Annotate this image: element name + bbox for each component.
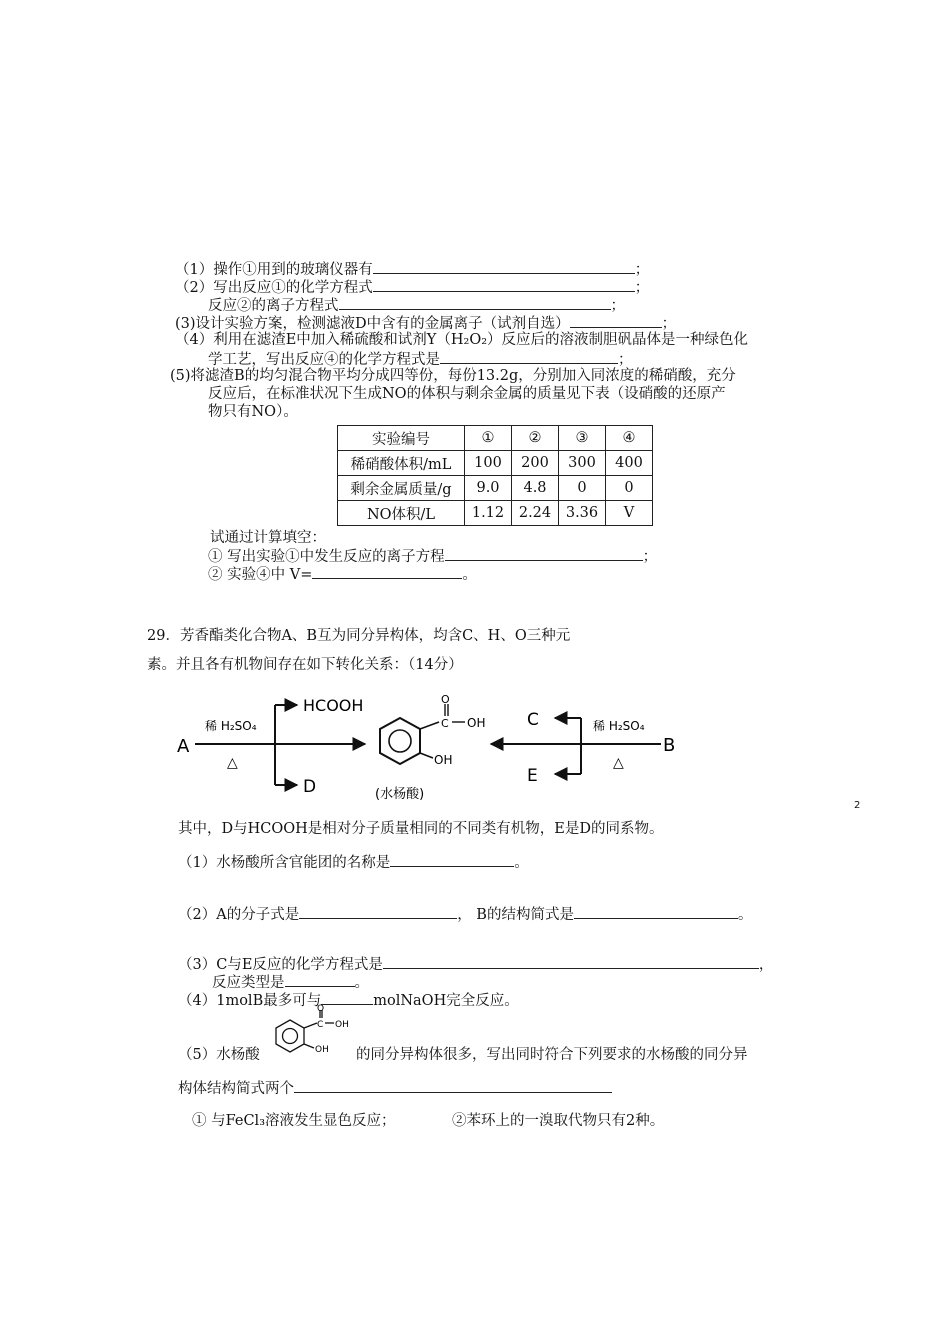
page-number: 2 — [854, 800, 861, 811]
condition-2: ②苯环上的一溴取代物只有2种。 — [452, 1113, 665, 1129]
table-cell: 剩余金属质量/g — [338, 476, 465, 501]
table-cell: ① — [465, 426, 512, 451]
cooh-c: C — [441, 717, 449, 730]
table-cell: V — [606, 501, 653, 526]
q29-sub1: （1）水杨酸所含官能团的名称是 。 — [178, 852, 529, 872]
table-cell: 300 — [559, 451, 606, 476]
q29-sub4: （4）1molB最多可与 molNaOH完全反应。 — [178, 990, 519, 1010]
table-cell: ③ — [559, 426, 606, 451]
q29-sub2: （2）A的分子式是 ， B的结构简式是 。 — [178, 904, 752, 924]
conversion-diagram — [175, 688, 695, 806]
q28-line4: (3)设计实验方案，检测滤液D中含有的金属离子（试剂自选） ； — [175, 313, 676, 333]
table-cell: 4.8 — [512, 476, 559, 501]
table-cell: ② — [512, 426, 559, 451]
q29-sub3: （3）C与E反应的化学方程式是 ， — [178, 954, 773, 974]
salicylic-caption: (水杨酸) — [375, 787, 425, 802]
calc-heading: 试通过计算填空： — [210, 530, 326, 546]
table-cell: 0 — [606, 476, 653, 501]
table-cell: 0 — [559, 476, 606, 501]
table-cell: 3.36 — [559, 501, 606, 526]
q29-line1: 29．芳香酯类化合物A、B互为同分异构体，均含C、H、O三种元 — [147, 628, 571, 644]
label-b: B — [663, 735, 676, 756]
q29-sub5-prefix: （5）水杨酸 — [178, 1047, 260, 1063]
table-cell: NO体积/L — [338, 501, 465, 526]
small-oh-1: OH — [335, 1020, 349, 1030]
calc-item-2: ② 实验④中 V= 。 — [208, 564, 477, 584]
table-cell: 实验编号 — [338, 426, 465, 451]
q29-sub5-text: 的同分异构体很多，写出同时符合下列要求的水杨酸的同分异 — [356, 1047, 748, 1063]
small-c: C — [317, 1020, 324, 1030]
table-cell: 2.24 — [512, 501, 559, 526]
label-d: D — [303, 777, 317, 797]
table-cell: 9.0 — [465, 476, 512, 501]
table-cell: 400 — [606, 451, 653, 476]
data-table — [337, 425, 653, 526]
q29-line2: 素。并且各有机物间存在如下转化关系：（14分） — [147, 657, 463, 673]
q29-sub5-line2: 构体结构简式两个 — [178, 1078, 612, 1098]
q28-line6: 学工艺，写出反应④的化学方程式是 ； — [208, 349, 633, 369]
table-cell: 100 — [465, 451, 512, 476]
reagent-left: 稀 H₂SO₄ — [205, 719, 257, 733]
table-cell: 1.12 — [465, 501, 512, 526]
table-row — [338, 501, 653, 526]
small-oh-2: OH — [315, 1045, 329, 1055]
table-cell: ④ — [606, 426, 653, 451]
reagent-right: 稀 H₂SO₄ — [593, 719, 645, 733]
q29-sub3-type: 反应类型是 。 — [212, 972, 369, 992]
condition-1: ① 与FeCl₃溶液发生显色反应； — [192, 1113, 396, 1129]
table-cell: 稀硝酸体积/mL — [338, 451, 465, 476]
heat-right: △ — [613, 755, 624, 771]
label-c: C — [527, 710, 539, 730]
label-hcooh: HCOOH — [303, 696, 364, 715]
q28-line5: （4）利用在滤渣E中加入稀硫酸和试剂Y（H₂O₂）反应后的溶液制胆矾晶体是一种绿色化 — [175, 332, 749, 348]
label-e: E — [527, 766, 538, 786]
q28-line9: 物只有NO）。 — [208, 404, 298, 420]
table-row — [338, 476, 653, 501]
table-row — [338, 426, 653, 451]
q28-line3: 反应②的离子方程式 ； — [208, 295, 625, 315]
q28-line2: （2）写出反应①的化学方程式 ； — [175, 277, 649, 297]
q28-line1: （1）操作①用到的玻璃仪器有 ； — [175, 259, 649, 279]
ring-oh: OH — [434, 753, 453, 767]
small-o: O — [317, 1004, 325, 1014]
table-cell: 200 — [512, 451, 559, 476]
heat-left: △ — [227, 755, 238, 771]
table-row — [338, 451, 653, 476]
cooh-o: O — [441, 693, 450, 706]
calc-item-1: ① 写出实验①中发生反应的离子方程 ； — [208, 546, 657, 566]
salicylic-acid-small-structure — [268, 1004, 356, 1062]
q28-line8: 反应后，在标准状况下生成NO的体积与剩余金属的质量见下表（设硝酸的还原产 — [208, 386, 726, 402]
label-a: A — [177, 736, 190, 757]
q28-line7: (5)将滤渣B的均匀混合物平均分成四等份，每份13.2g，分别加入同浓度的稀硝酸，充分 — [170, 368, 736, 384]
q29-note: 其中，D与HCOOH是相对分子质量相同的不同类有机物，E是D的同系物。 — [178, 821, 664, 837]
cooh-oh: OH — [467, 716, 486, 730]
